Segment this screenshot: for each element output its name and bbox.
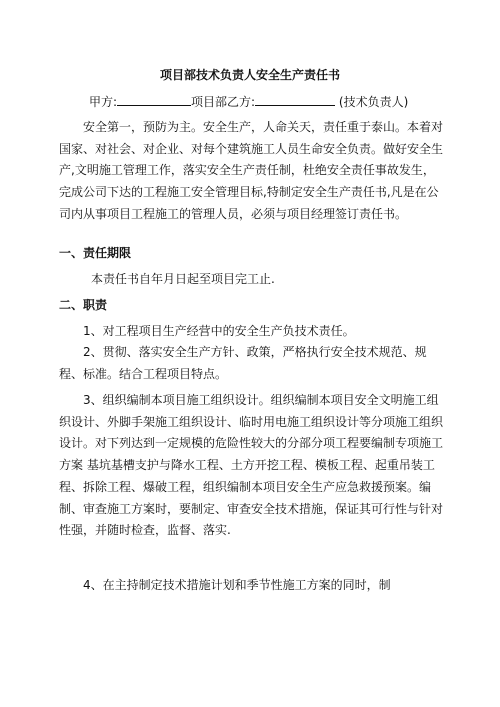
section1-text: 本责任书自年月日起至项目完工止. [91, 272, 275, 286]
party-b-blank [255, 93, 335, 106]
duty-4: 4、在主持制定技术措施计划和季节性施工方案的同时，制 [83, 578, 391, 592]
duty-3: 3、组织编制本项目施工组织设计。组织编制本项目安全文明施工组织设计、外脚手架施工组织设计、临时用电施工组织设计等分项施工组织设计。对下列达到一定规模的危险性较大的分部分项工程要编制专项施工方案 基坑基槽支护与降水工程、土方开挖工程、模板工程、起重吊装工程、拆除工程、爆破工程，组织编制本项目安全生产应急救援预案。编制、审查施工方案时，要制定、审查安全技术措施，保证其可行性与针对性强，并随时检查，监督、落实. [59, 393, 444, 538]
duty-1: 1、对工程项目生产经营中的安全生产负技术责任。 [83, 324, 355, 338]
party-a-label: 甲方: [89, 95, 118, 109]
section2-heading: 二、职责 [59, 298, 108, 312]
party-b-role: (技术负责人) [338, 95, 409, 109]
duty-2: 2、贯彻、落实安全生产方针、政策，严格执行安全技术规范、规程、标准。结合工程项目特点。 [59, 345, 427, 381]
party-a-blank [117, 93, 191, 106]
party-line [89, 93, 408, 110]
document-title: 项目部技术负责人安全生产责任书 [159, 68, 340, 82]
section1-heading: 一、责任期限 [59, 246, 132, 260]
party-b-label: 项目部乙方: [191, 95, 256, 109]
intro-paragraph: 安全第一，预防为主。安全生产，人命关天，责任重于泰山。本着对国家、对社会、对企业、对每个建筑施工人员生命安全负责。做好安全生产,文明施工管理工作，落实安全生产责任制，杜绝安全责任事故发生，完成公司下达的工程施工安全管理目标,特制定安全生产责任书,凡是在公司内从事项目工程施工的管理人员，必须与项目经理签订责任书。 [59, 120, 444, 221]
